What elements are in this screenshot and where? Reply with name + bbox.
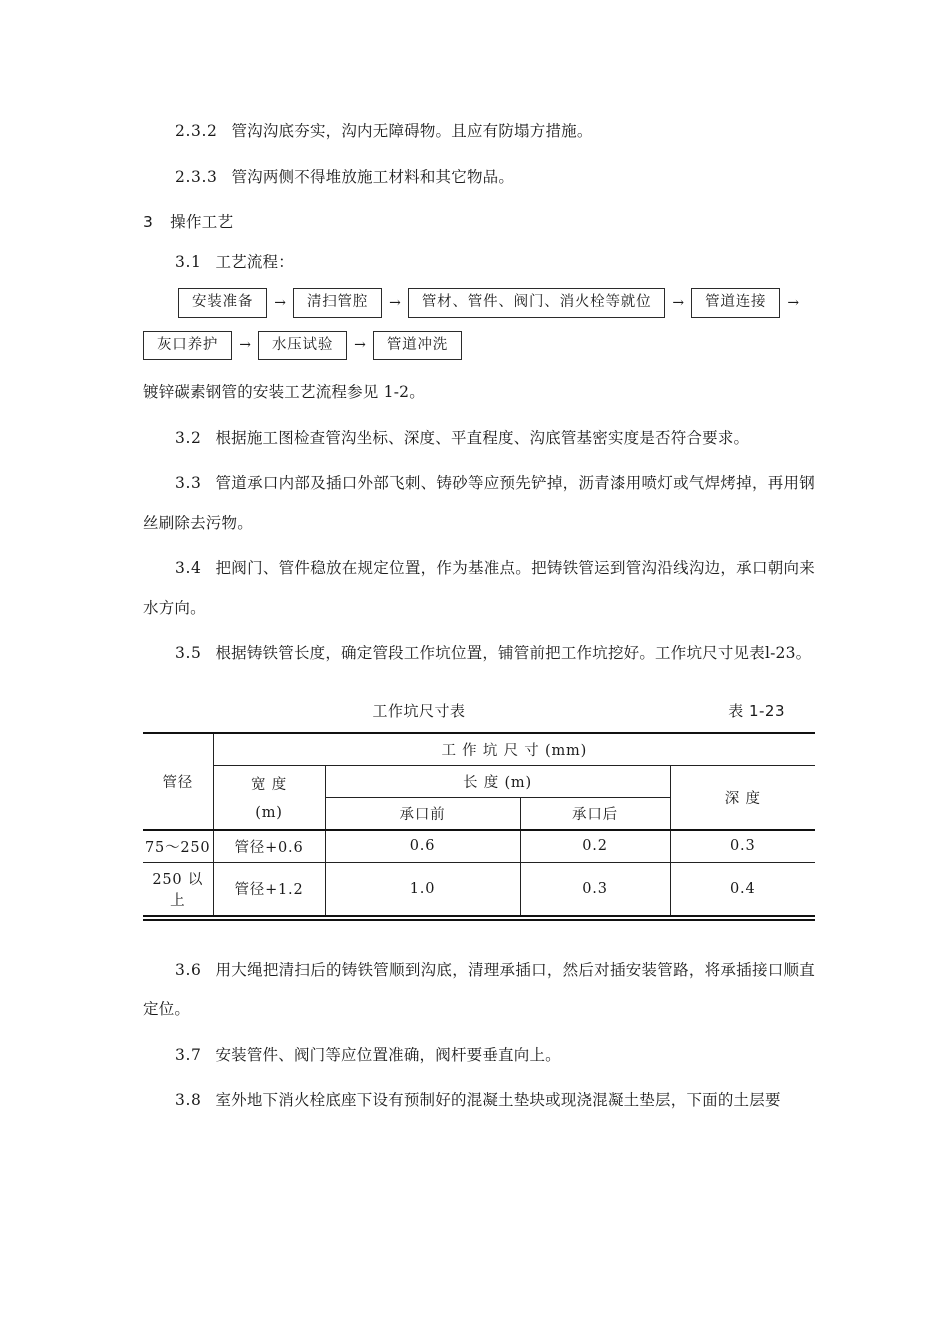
- flow-box-materials-in-place: 管材、管件、阀门、消火栓等就位: [408, 288, 666, 318]
- paragraph-text: 室外地下消火栓底座下设有预制好的混凝土垫块或现浇混凝土垫层，下面的土层要: [215, 1091, 781, 1110]
- flow-box-joint-curing: 灰口养护: [143, 331, 232, 361]
- header-width-label: 宽 度: [250, 777, 287, 794]
- header-after-socket: 承口后: [520, 797, 670, 830]
- arrow-right-icon: →: [787, 294, 800, 311]
- paragraph-text: 用大绳把清扫后的铸铁管顺到沟底，清理承插口，然后对插安装管路，将承插接口顺直定位。: [143, 960, 815, 1019]
- process-flow-chart: [143, 288, 815, 360]
- header-group-length: 长 度 (m): [325, 765, 670, 797]
- table-row: [143, 830, 815, 863]
- flow-box-pressure-test: 水压试验: [258, 331, 347, 361]
- flow-row-1: [143, 288, 815, 318]
- paragraph-number: 2.3.2: [175, 122, 218, 140]
- flow-box-pipe-connection: 管道连接: [691, 288, 780, 318]
- paragraph-text: 工艺流程：: [215, 252, 294, 271]
- paragraph-text: 根据施工图检查管沟坐标、深度、平直程度、沟底管基密实度是否符合要求。: [215, 428, 750, 447]
- arrow-right-icon: →: [389, 294, 401, 311]
- note-after-flowchart: 镀锌碳素钢管的安装工艺流程参见 1-2。: [143, 383, 425, 402]
- header-before-socket: 承口前: [325, 797, 520, 830]
- arrow-right-icon: →: [274, 294, 286, 311]
- paragraph-number: 3.1: [175, 252, 202, 271]
- header-group-pit-size: 工 作 坑 尺 寸 (mm): [213, 733, 815, 766]
- work-pit-dimensions-table: [143, 732, 815, 917]
- paragraph-text: 管沟沟底夯实，沟内无障碍物。且应有防塌方措施。: [231, 122, 593, 140]
- paragraph-text: 管道承口内部及插口外部飞刺、铸砂等应预先铲掉，沥青漆用喷灯或气焊烤掉，再用钢丝刷除去污物。: [143, 474, 815, 532]
- paragraph-number: 3.6: [175, 960, 202, 979]
- cell-diameter: 250 以上: [143, 862, 213, 916]
- paragraph-number: 2.3.3: [175, 167, 218, 186]
- paragraph-2-3-3: [143, 158, 815, 198]
- cell-depth: 0.4: [670, 862, 815, 916]
- header-pipe-diameter: 管径: [143, 733, 213, 830]
- table-row: [143, 862, 815, 916]
- cell-length-after: 0.3: [520, 862, 670, 916]
- paragraph-number: 3.7: [175, 1045, 202, 1064]
- flow-box-clean-pipe: 清扫管腔: [293, 288, 382, 318]
- paragraph-text: 根据铸铁管长度，确定管段工作坑位置，铺管前把工作坑挖好。工作坑尺寸见表l-23。: [215, 644, 812, 663]
- header-depth: 深 度: [670, 765, 815, 830]
- cell-length-after: 0.2: [520, 830, 670, 863]
- section-number: 3: [143, 213, 154, 232]
- paragraph-number: 3.2: [175, 428, 202, 447]
- cell-width: 管径+0.6: [213, 830, 325, 863]
- paragraph-number: 3.4: [175, 559, 202, 578]
- header-width: [213, 765, 325, 830]
- paragraph-text: 管沟两侧不得堆放施工材料和其它物品。: [231, 167, 515, 186]
- cell-width: 管径+1.2: [213, 862, 325, 916]
- cell-length-before: 0.6: [325, 830, 520, 863]
- cell-length-before: 1.0: [325, 862, 520, 916]
- table-title: 工作坑尺寸表: [372, 701, 466, 720]
- header-width-unit: (m): [255, 805, 283, 822]
- paragraph-number: 3.8: [175, 1091, 202, 1110]
- cell-diameter: 75～250: [143, 830, 213, 863]
- flow-box-pipe-flushing: 管道冲洗: [373, 331, 462, 361]
- table-caption: [143, 700, 815, 722]
- table-header-row-2: [143, 765, 815, 797]
- flow-row-2: [143, 331, 815, 361]
- arrow-right-icon: →: [672, 294, 685, 311]
- paragraph-3-2: [143, 419, 815, 459]
- paragraph-3-6: [143, 951, 815, 1030]
- page-content: [143, 112, 815, 1127]
- paragraph-3-7: [143, 1036, 815, 1076]
- paragraph-2-3-2: [143, 112, 815, 152]
- section-heading-3: [143, 205, 815, 241]
- paragraph-3-5: [143, 634, 815, 674]
- table-number: 表 1-23: [728, 701, 785, 720]
- cell-depth: 0.3: [670, 830, 815, 863]
- paragraph-3-3: [143, 464, 815, 543]
- section-title: 操作工艺: [170, 213, 234, 232]
- paragraph-number: 3.3: [175, 474, 202, 493]
- paragraph-text: 把阀门、管件稳放在规定位置，作为基准点。把铸铁管运到管沟沿线沟边，承口朝向来水方向。: [143, 559, 815, 617]
- flow-box-install-prep: 安装准备: [178, 288, 267, 318]
- paragraph-text: 安装管件、阀门等应位置准确，阀杆要垂直向上。: [215, 1045, 561, 1064]
- table-bottom-rule: [143, 919, 815, 921]
- paragraph-number: 3.5: [175, 644, 202, 663]
- paragraph-3-8: [143, 1081, 815, 1121]
- arrow-right-icon: →: [354, 337, 366, 354]
- paragraph-3-4: [143, 549, 815, 628]
- table-header-row-1: [143, 733, 815, 766]
- arrow-right-icon: →: [239, 337, 251, 354]
- paragraph-3-1: [143, 243, 815, 283]
